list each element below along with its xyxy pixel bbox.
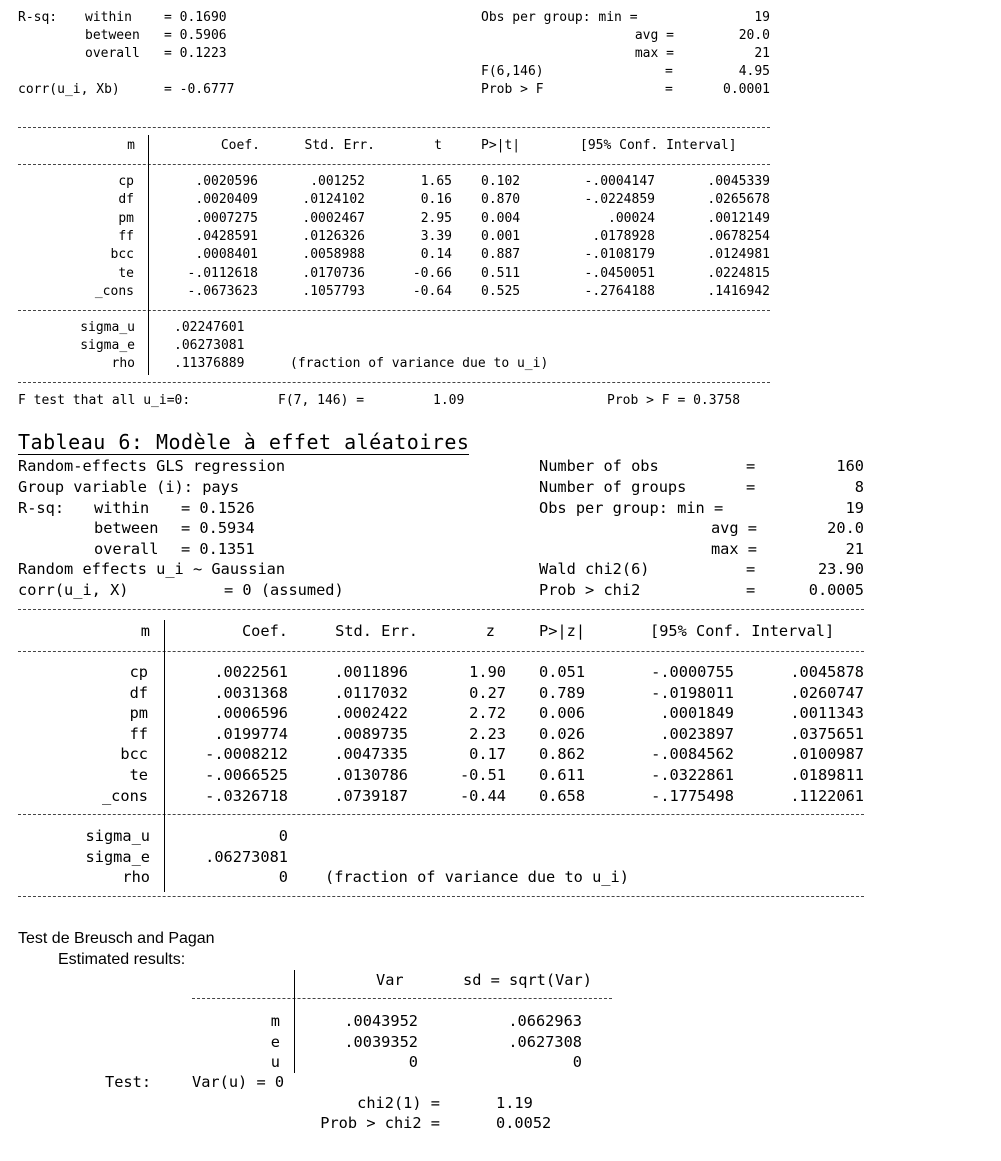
fe-row-var: cp [118, 174, 134, 189]
fe-row-ci-low: -.0004147 [584, 174, 655, 189]
re-row-coef: -.0008212 [205, 745, 288, 764]
fe-max-label: max = [634, 46, 674, 61]
bp-col-sd: sd = sqrt(Var) [463, 971, 592, 989]
re-row-ci-low: .0001849 [660, 704, 734, 723]
re-row-ci-high: .0189811 [790, 766, 864, 784]
fe-rsq-label: R-sq: [18, 10, 58, 25]
re-wald-eq: = [746, 560, 756, 578]
fe-row-var: _cons [94, 283, 134, 299]
re-nobs-eq: = [746, 457, 756, 475]
fe-row-ci-low: -.0224859 [584, 192, 655, 208]
re-divider-top [18, 609, 864, 610]
fe-row-se: .0002467 [302, 210, 365, 226]
re-row-ci-low: -.0198011 [651, 683, 734, 702]
re-row-var: ff [129, 724, 148, 743]
re-col-p: P>|z| [539, 622, 586, 640]
re-row-coef: -.0066525 [205, 766, 288, 784]
fe-row-p: 0.102 [481, 174, 521, 189]
re-sigma-u-value: 0 [278, 827, 288, 845]
fe-rho-label: rho [111, 356, 135, 371]
bp-subtitle: Estimated results: [58, 951, 186, 968]
re-prob-label: Prob > chi2 [539, 581, 641, 599]
re-row-z: -0.51 [459, 766, 506, 784]
bp-chi-label: chi2(1) = [357, 1094, 440, 1112]
re-within-value: = 0.1526 [181, 499, 255, 517]
fe-col-coef: Coef. [220, 138, 260, 153]
fe-ftest-value: 1.09 [433, 393, 465, 408]
re-row-ci-low: -.0084562 [651, 745, 734, 764]
fe-row-t: -0.64 [412, 283, 452, 299]
bp-row-sd: .0627308 [508, 1032, 582, 1051]
bp-row-sd: .0662963 [508, 1012, 582, 1030]
fe-corr-label: corr(u_i, Xb) [18, 82, 120, 97]
fe-obs-avg: 20.0 [738, 28, 770, 43]
fe-row-p: 0.511 [481, 265, 521, 281]
re-corr-label: corr(u_i, X) [18, 581, 129, 599]
re-max-label: max = [710, 540, 757, 558]
fe-divider-bottom [18, 382, 770, 383]
fe-col-se: Std. Err. [304, 138, 375, 153]
fe-row-ci-high: .0224815 [707, 265, 770, 281]
re-row-var: pm [129, 704, 148, 723]
re-row-ci-low: -.1775498 [651, 786, 734, 805]
re-col-z: z [485, 622, 495, 640]
re-row-var: _cons [101, 786, 148, 805]
re-row-coef: .0022561 [214, 663, 288, 681]
bp-test-expr: Var(u) = 0 [192, 1073, 285, 1091]
fe-row-coef: .0020596 [195, 174, 258, 189]
fe-ftest-prob: Prob > F = 0.3758 [607, 393, 741, 408]
re-obs-label: Obs per group: min = [539, 499, 724, 517]
bp-row-value: .0043952 [344, 1012, 418, 1030]
fe-row-p: 0.887 [481, 247, 521, 263]
fe-ftest-label: F test that all u_i=0: [18, 393, 191, 408]
re-rho-note: (fraction of variance due to u_i) [325, 868, 629, 886]
fe-prob-eq: = [665, 82, 673, 97]
fe-f-label: F(6,146) [481, 64, 544, 79]
re-row-var: bcc [120, 745, 148, 764]
re-col-coef: Coef. [241, 622, 288, 640]
fe-row-coef: .0428591 [195, 228, 258, 244]
fe-between-label: between [85, 28, 140, 43]
re-between-value: = 0.5934 [181, 519, 255, 537]
fe-sigma-u-value: .02247601 [174, 320, 245, 335]
re-table-vline [164, 620, 165, 892]
re-obs-min: 19 [845, 499, 864, 517]
re-nobs-value: 160 [836, 457, 864, 475]
re-row-z: 1.90 [469, 663, 506, 681]
fe-row-ci-high: .1416942 [707, 283, 770, 299]
fe-row-ci-high: .0265678 [707, 192, 770, 208]
re-row-ci-high: .0045878 [790, 663, 864, 681]
fe-obs-label: Obs per group: min = [481, 10, 638, 25]
re-prob-value: 0.0005 [808, 581, 864, 599]
fe-col-t: t [434, 138, 442, 153]
fe-ftest-f: F(7, 146) = [278, 393, 365, 408]
re-row-var: cp [129, 663, 148, 681]
fe-divider-top [18, 127, 770, 128]
bp-chi-value: 1.19 [496, 1094, 533, 1112]
re-rho-label: rho [122, 868, 150, 886]
re-col-m: m [140, 622, 150, 640]
re-avg-label: avg = [710, 519, 757, 537]
fe-row-se: .1057793 [302, 283, 365, 299]
fe-row-var: pm [118, 210, 134, 226]
re-col-ci: [95% Conf. Interval] [650, 622, 835, 640]
re-row-se: .0089735 [334, 724, 408, 743]
fe-overall-label: overall [85, 46, 140, 61]
fe-row-ci-high: .0124981 [707, 247, 770, 263]
fe-sigma-e-value: .06273081 [174, 338, 245, 353]
re-row-coef: .0006596 [214, 704, 288, 723]
re-row-ci-low: -.0322861 [651, 766, 734, 784]
re-row-ci-high: .0100987 [790, 745, 864, 764]
fe-row-p: 0.525 [481, 283, 521, 299]
fe-row-ci-low: -.0450051 [584, 265, 655, 281]
fe-divider-header [18, 164, 770, 165]
fe-obs-min: 19 [754, 10, 770, 25]
re-sigma-u-label: sigma_u [85, 827, 150, 845]
re-title: Tableau 6: Modèle à effet aléatoires [18, 430, 470, 454]
re-row-p: 0.051 [539, 663, 586, 681]
fe-rho-value: .11376889 [174, 356, 245, 371]
re-row-ci-high: .0011343 [790, 704, 864, 723]
re-row-coef: -.0326718 [205, 786, 288, 805]
fe-row-coef: .0020409 [195, 192, 258, 208]
re-wald-label: Wald chi2(6) [539, 560, 650, 578]
re-overall-label: overall [94, 540, 159, 558]
re-row-p: 0.006 [539, 704, 586, 723]
re-row-se: .0002422 [334, 704, 408, 723]
fe-row-coef: .0007275 [195, 210, 258, 226]
re-row-var: df [129, 683, 148, 702]
fe-row-t: 1.65 [420, 174, 452, 189]
bp-row-var: m [270, 1012, 280, 1030]
fe-sigma-e-label: sigma_e [80, 338, 135, 353]
bp-row-var: u [270, 1053, 280, 1071]
fe-f-eq: = [665, 64, 673, 79]
fe-row-t: 3.39 [420, 228, 452, 244]
re-ngroups-label: Number of groups [539, 478, 687, 496]
re-row-z: -0.44 [459, 786, 506, 805]
fe-divider-rows [18, 310, 770, 311]
re-row-se: .0130786 [334, 766, 408, 784]
fe-col-p: P>|t| [481, 138, 521, 153]
bp-prob-value: 0.0052 [496, 1114, 552, 1132]
re-row-se: .0011896 [334, 663, 408, 681]
re-row-se: .0047335 [334, 745, 408, 764]
re-row-coef: .0199774 [214, 724, 288, 743]
fe-row-p: 0.001 [481, 228, 521, 244]
fe-between-value: = 0.5906 [164, 28, 227, 43]
re-ngroups-eq: = [746, 478, 756, 496]
fe-row-var: bcc [110, 247, 134, 263]
re-between-label: between [94, 519, 159, 537]
re-row-p: 0.658 [539, 786, 586, 805]
re-ngroups-value: 8 [854, 478, 864, 496]
fe-row-t: 0.14 [420, 247, 452, 263]
bp-title: Test de Breusch and Pagan [18, 930, 215, 947]
bp-row-sd: 0 [572, 1053, 582, 1071]
re-obs-avg: 20.0 [827, 519, 864, 537]
re-within-label: within [94, 499, 150, 517]
re-divider-rows [18, 814, 864, 815]
fe-row-t: 0.16 [420, 192, 452, 208]
fe-rho-note: (fraction of variance due to u_i) [290, 356, 549, 371]
fe-within-value: = 0.1690 [164, 10, 227, 25]
re-overall-value: = 0.1351 [181, 540, 255, 558]
fe-row-var: te [118, 265, 134, 281]
re-sigma-e-label: sigma_e [85, 848, 150, 866]
fe-row-coef: .0008401 [195, 247, 258, 263]
fe-row-se: .0126326 [302, 228, 365, 244]
re-row-z: 2.23 [469, 724, 506, 743]
re-row-ci-high: .1122061 [790, 786, 864, 805]
fe-row-ci-high: .0678254 [707, 228, 770, 244]
fe-table-vline [148, 135, 149, 375]
re-row-ci-low: .0023897 [660, 724, 734, 743]
fe-within-label: within [85, 10, 132, 25]
fe-row-se: .001252 [310, 174, 365, 189]
re-row-ci-low: -.0000755 [651, 663, 734, 681]
bp-table-vline [294, 970, 295, 1073]
fe-row-ci-low: .0178928 [592, 228, 655, 244]
fe-row-t: -0.66 [412, 265, 452, 281]
re-row-ci-high: .0260747 [790, 683, 864, 702]
re-rho-value: 0 [278, 868, 288, 886]
re-corr-value: = 0 (assumed) [224, 581, 344, 599]
re-col-se: Std. Err. [335, 622, 418, 640]
re-nobs-label: Number of obs [539, 457, 659, 475]
fe-prob-value: 0.0001 [723, 82, 770, 97]
re-row-p: 0.026 [539, 724, 586, 743]
bp-prob-label: Prob > chi2 = [320, 1114, 440, 1132]
bp-row-var: e [270, 1032, 280, 1051]
bp-col-var: Var [376, 971, 404, 989]
bp-test-label: Test: [105, 1073, 152, 1091]
fe-row-p: 0.870 [481, 192, 521, 208]
fe-row-coef: -.0673623 [187, 283, 258, 299]
bp-row-value: 0 [408, 1053, 418, 1071]
fe-row-ci-low: .00024 [608, 210, 655, 226]
re-row-p: 0.789 [539, 683, 586, 702]
re-obs-max: 21 [845, 540, 864, 558]
re-wald-value: 23.90 [817, 560, 864, 578]
fe-row-var: df [118, 192, 134, 208]
re-sigma-e-value: .06273081 [205, 848, 288, 866]
fe-prob-label: Prob > F [481, 82, 544, 97]
re-divider-header [18, 651, 864, 652]
fe-row-ci-low: -.0108179 [584, 247, 655, 263]
bp-divider [192, 998, 612, 999]
fe-row-se: .0170736 [302, 265, 365, 281]
fe-avg-label: avg = [634, 28, 674, 43]
fe-sigma-u-label: sigma_u [80, 320, 135, 335]
fe-row-coef: -.0112618 [187, 265, 258, 281]
re-divider-bottom [18, 896, 864, 897]
re-model-label: Random-effects GLS regression [18, 457, 286, 475]
re-row-se: .0739187 [334, 786, 408, 805]
re-row-ci-high: .0375651 [790, 724, 864, 743]
fe-row-se: .0124102 [302, 192, 365, 208]
fe-row-ci-high: .0012149 [707, 210, 770, 226]
re-dist-label: Random effects u_i ~ Gaussian [18, 560, 286, 578]
re-row-z: 0.27 [469, 683, 506, 702]
fe-row-se: .0058988 [302, 247, 365, 263]
bp-row-value: .0039352 [344, 1032, 418, 1051]
re-group-label: Group variable (i): pays [18, 478, 240, 496]
re-row-var: te [129, 766, 148, 784]
fe-row-ci-high: .0045339 [707, 174, 770, 189]
fe-f-value: 4.95 [738, 64, 770, 79]
fe-row-t: 2.95 [420, 210, 452, 226]
fe-row-var: ff [118, 228, 134, 244]
re-row-p: 0.862 [539, 745, 586, 764]
re-rsq-label: R-sq: [18, 499, 65, 517]
fe-obs-max: 21 [754, 46, 770, 61]
re-prob-eq: = [746, 581, 756, 599]
re-row-z: 0.17 [469, 745, 506, 764]
fe-corr-value: = -0.6777 [164, 82, 235, 97]
fe-row-p: 0.004 [481, 210, 521, 226]
fe-col-m: m [127, 138, 135, 153]
re-row-z: 2.72 [469, 704, 506, 723]
re-row-coef: .0031368 [214, 683, 288, 702]
fe-row-ci-low: -.2764188 [584, 283, 655, 299]
fe-overall-value: = 0.1223 [164, 46, 227, 61]
re-row-se: .0117032 [334, 683, 408, 702]
re-row-p: 0.611 [539, 766, 586, 784]
fe-col-ci: [95% Conf. Interval] [580, 138, 737, 153]
